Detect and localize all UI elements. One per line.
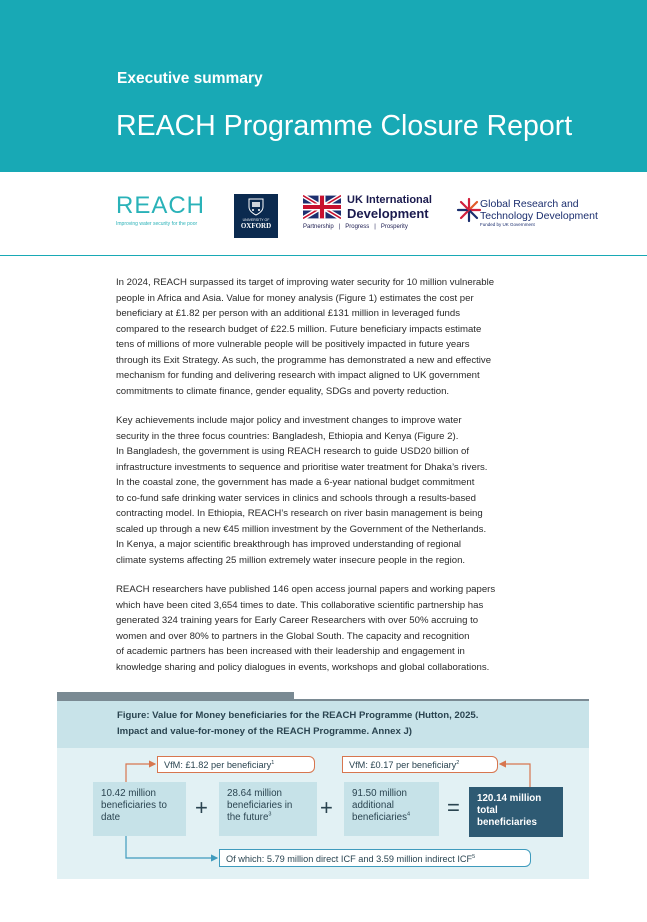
vfm-left-text: VfM: £1.82 per beneficiary <box>164 760 272 770</box>
text-line: infrastructure investments to sequence and prioritise water treatment for Dhaka’s rivers. <box>116 461 488 473</box>
union-flag-icon <box>303 195 341 219</box>
oxford-logo-small-text: UNIVERSITY OF <box>242 218 270 222</box>
plus-operator: + <box>195 795 208 820</box>
box-line: 28.64 million <box>227 788 283 799</box>
text-line: In the coastal zone, the government has made a 6-year national budget commitment <box>116 477 475 488</box>
text-line: commitments to climate finance, gender equality, SDGs and poverty reduction. <box>116 385 450 397</box>
uk-international-development-logo <box>303 194 443 234</box>
paragraph-3 <box>116 582 536 675</box>
text-line: contracting model. In Ethiopia, REACH’s research on river basin management is being <box>116 508 483 519</box>
icf-label <box>219 849 531 867</box>
paragraph-1 <box>116 275 536 399</box>
ukid-logo-line2: Development <box>347 206 429 221</box>
text-line: REACH researchers have published 146 open access journal papers and working papers <box>116 584 496 595</box>
oxford-logo <box>234 194 278 238</box>
vfm-left-label <box>157 756 315 773</box>
text-line: people in Africa and Asia. Value for money analysis (Figure 1) estimates the cost per <box>116 292 474 304</box>
reach-logo-wordmark: REACH <box>116 192 206 219</box>
box-line: 120.14 million <box>477 793 542 804</box>
grtd-logo-line1: Global Research and <box>480 198 579 210</box>
icf-text: Of which: 5.79 million direct ICF and 3.59 million indirect ICF <box>226 854 473 864</box>
plus-operator: + <box>320 795 333 820</box>
vfm-right-text: VfM: £0.17 per beneficiary <box>349 760 457 770</box>
ukid-logo-tagline: Partnership | Progress | Prosperity <box>303 224 408 230</box>
text-line: through its Exit Strategy. As such, the programme has demonstrated a new and effective <box>116 354 492 366</box>
box-line: beneficiaries <box>477 817 537 828</box>
total-beneficiaries-box <box>469 787 563 837</box>
box-line: beneficiaries <box>352 812 408 823</box>
box-line: beneficiaries to <box>101 800 167 811</box>
grtd-logo-line2: Technology Development <box>480 210 598 222</box>
figure-caption-line1: Figure: Value for Money beneficiaries for the REACH Programme (Hutton, 2025. <box>117 710 479 721</box>
box-line: additional <box>352 800 394 811</box>
box-line: total <box>477 805 498 816</box>
text-line: knowledge sharing and policy dialogues in events, workshops and global collaborations. <box>116 661 490 673</box>
box-line: the future <box>227 812 269 823</box>
text-line: In 2024, REACH surpassed its target of improving water security for 10 million vulnerable <box>116 277 495 288</box>
paragraph-2 <box>116 413 536 568</box>
vfm-right-footnote: 2 <box>456 759 460 766</box>
section-kicker: Executive summary <box>117 70 263 87</box>
text-line: of academic partners has been increased with their leadership and engagement in <box>116 646 465 657</box>
vfm-left-footnote: 1 <box>271 759 275 766</box>
grtd-star-icon <box>455 196 483 224</box>
figure-caption-line2: Impact and value-for-money of the REACH Programme. Annex J) <box>117 726 412 737</box>
text-line: In Bangladesh, the government is using REACH research to guide USD20 billion of <box>116 446 470 457</box>
figure-caption <box>117 708 478 740</box>
box-line: beneficiaries in <box>227 800 293 811</box>
text-line: climate systems affecting 25 million extremely water insecure people in the region. <box>116 554 466 566</box>
box-line: date <box>101 812 121 823</box>
additional-beneficiaries-box <box>344 782 439 836</box>
text-line: In Kenya, a major scientific breakthrough has improved understanding of regional <box>116 539 462 550</box>
equals-operator: = <box>447 795 460 820</box>
text-line: compared to the research budget of £22.5 million. Future beneficiary impacts estimate <box>116 323 482 335</box>
vfm-right-label <box>342 756 498 773</box>
oxford-logo-name: OXFORD <box>240 222 272 230</box>
text-line: security in the three focus countries: Bangladesh, Ethiopia and Kenya (Figure 2). <box>116 430 459 442</box>
text-line: mechanism for funding and delivering research with impact aligned to UK government <box>116 370 480 381</box>
oxford-crest-icon <box>248 198 264 216</box>
text-line: to co-fund safe drinking water services in clinics and schools through a results-based <box>116 492 476 504</box>
text-line: scaled up through a new €45 million investment by the Government of the Netherlands. <box>116 523 487 535</box>
reach-logo <box>116 194 211 234</box>
header-banner <box>0 0 647 172</box>
future-beneficiaries-box <box>219 782 317 836</box>
beneficiaries-to-date-box <box>93 782 186 836</box>
box2-footnote: 3 <box>268 811 272 818</box>
box-line: 91.50 million <box>352 788 408 799</box>
text-line: Key achievements include major policy and investment changes to improve water <box>116 415 462 426</box>
page-title: REACH Programme Closure Report <box>116 110 573 142</box>
header-divider <box>0 255 647 256</box>
text-line: tens of millions of more vulnerable people will be positively impacted in future years <box>116 339 470 350</box>
text-line: generated 324 training years for Early Career Researchers with over 50% accruing to <box>116 615 479 626</box>
icf-footnote: 5 <box>472 853 476 860</box>
grtd-logo <box>455 194 605 234</box>
grtd-logo-line3: Funded by UK Government <box>480 222 535 227</box>
box-line: 10.42 million <box>101 788 157 799</box>
ukid-logo-line1: UK International <box>347 194 432 206</box>
text-line: beneficiary at £1.82 per person with an additional £131 million in leveraged funds <box>116 308 460 319</box>
box3-footnote: 4 <box>407 811 411 818</box>
text-line: which have been cited 3,654 times to date. This collaborative scientific partnership has <box>116 599 484 611</box>
reach-logo-tagline: Improving water security for the poor <box>116 221 198 227</box>
text-line: women and over 80% to partners in the Global South. The capacity and recognition <box>116 630 470 642</box>
